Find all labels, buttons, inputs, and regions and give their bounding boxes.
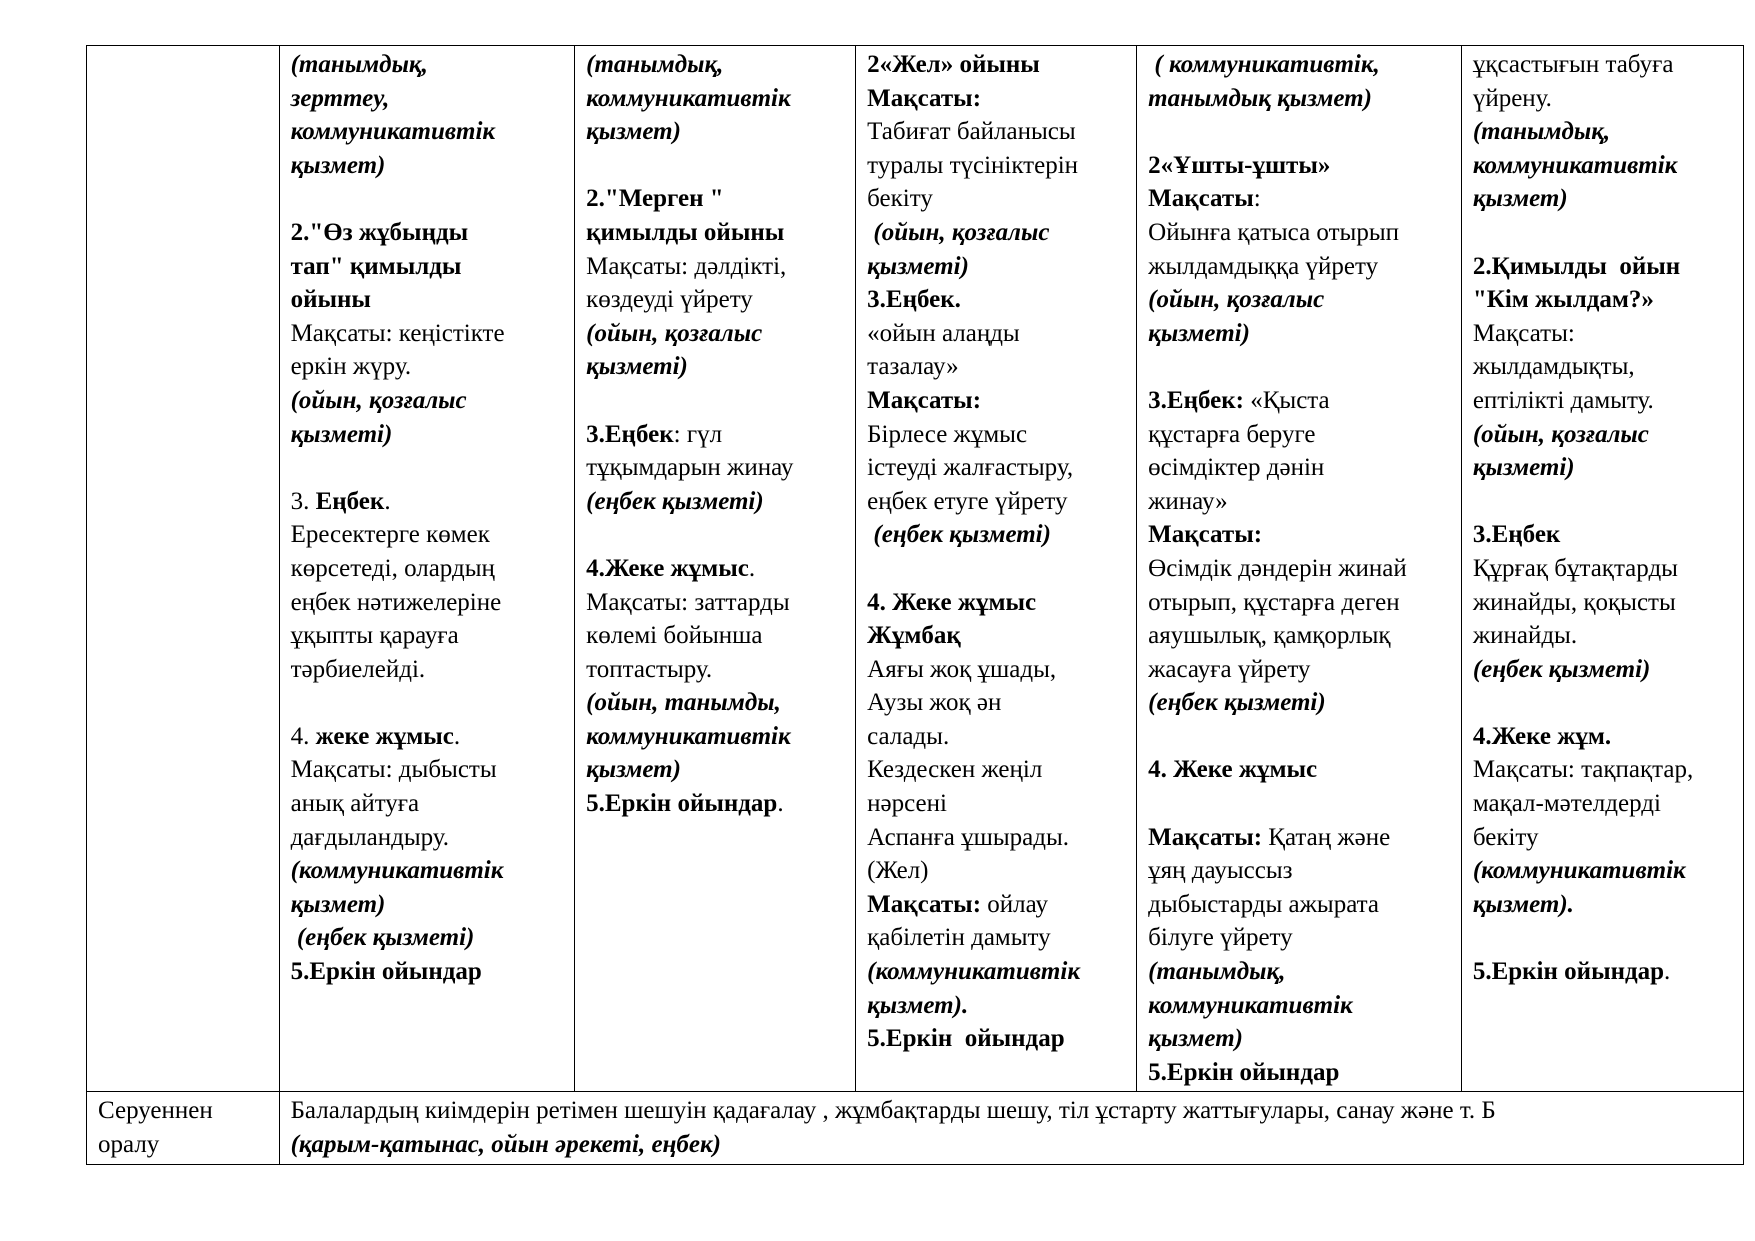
free-games-title: 5.Еркін ойындар <box>290 958 482 986</box>
labor-title: 3.Еңбек <box>586 420 674 448</box>
row-label-cell: Серуеннен оралу <box>87 1092 280 1164</box>
individual-work-title: 4. Жеке жұмыс <box>867 588 1037 616</box>
free-games-title: 5.Еркін ойындар <box>1472 958 1665 986</box>
labor-title: 3.Еңбек: <box>1148 386 1244 414</box>
day-cell-5: ұқсастығын табуға үйрену. (танымдық, коммуникативтік қызмет) 2.Қимылды ойын "Кім жылдам?» Мақсаты: жылдамдықты, ептілікті дамыту. (ойын, қозғалыс қызметі) 3.Еңбек Құрғақ бұтақтарды жинайды, қоқысты жинайды. (еңбек қызметі) 4.Жеке жұм. Мақсаты: тақпақтар, мақал-мәтелдерді бекіту (коммуникативтік қызмет). 5.Еркін ойындар. <box>1461 46 1743 1092</box>
labor-title: 3.Еңбек. <box>867 286 961 314</box>
game-title: 2«Ұшты-ұшты» <box>1148 151 1331 179</box>
plan-table <box>86 45 1744 1165</box>
game-title: 2."Өз жұбыңды <box>290 218 469 246</box>
game-title: 2«Жел» ойыны <box>867 51 1040 78</box>
individual-work-title: жеке жұмыс <box>315 722 454 750</box>
return-from-walk-row <box>87 1092 1744 1164</box>
day-cell-2: (танымдық, коммуникативтік қызмет) 2."Мерген " қимылды ойыны Мақсаты: дәлдікті, көздеуді үйрету (ойын, қозғалыс қызметі) 3.Еңбек: гүл тұқымдарын жинау (еңбек қызметі) 4.Жеке жұмыс. Мақсаты: заттарды көлемі бойынша топтастыру. (ойын, танымды, коммуникативтік қызмет) 5.Еркін ойындар. <box>575 46 856 1092</box>
walk-activities-row <box>87 46 1744 1092</box>
day-cell-4: ( коммуникативтік, танымдық қызмет) 2«Ұшты-ұшты» Мақсаты: Ойынға қатыса отырып жылдамдыққа үйрету (ойын, қозғалыс қызметі) 3.Еңбек: «Қыста құстарға беруге өсімдіктер дәнін жинау» Мақсаты: Өсімдік дәндерін жинай отырып, құстарға деген аяушылық, қамқорлық жасауға үйрету (еңбек қызметі) 4. Жеке жұмыс Мақсаты: Қатаң және ұяң дауыссыз дыбыстарды ажырата білуге үйрету (танымдық, коммуникативтік қызмет) 5.Еркін ойындар <box>1137 46 1462 1092</box>
labor-title: Еңбек <box>315 487 385 515</box>
individual-work-title: 4.Жеке жұм. <box>1472 722 1612 750</box>
return-description-cell: Балалардың киімдерін ретімен шешуін қадағалау , жұмбақтарды шешу, тіл ұстарту жаттығулары, санау және т. Б (қарым-қатынас, ойын әрекеті, еңбек) <box>279 1092 1743 1164</box>
labor-title: 3.Еңбек <box>1472 521 1561 549</box>
day-cell-3: 2«Жел» ойыны Мақсаты: Табиғат байланысы туралы түсініктерін бекіту (ойын, қозғалыс қызметі) 3.Еңбек. «ойын алаңды тазалау» Мақсаты: Бірлесе жұмыс істеуді жалғастыру, еңбек етуге үйрету (еңбек қызметі) 4. Жеке жұмыс Жұмбақ Аяғы жоқ ұшады, Аузы жоқ ән салады. Кездескен жеңіл нәрсені Аспанға ұшырады. (Жел) Мақсаты: ойлау қабілетін дамыту (коммуникативтік қызмет). 5.Еркін ойындар <box>856 46 1137 1092</box>
day-cell-1: (танымдық, зерттеу, коммуникативтік қызмет) 2."Өз жұбыңды тап" қимылды ойыны Мақсаты: кеңістікте еркін жүру. (ойын, қозғалыс қызметі) 3. Еңбек. Ересектерге көмек көрсетеді, олардың еңбек нәтижелеріне ұқыпты қарауға тәрбиелейді. 4. жеке жұмыс. Мақсаты: дыбысты анық айтуға дағдыландыру. (коммуникативтік қызмет) (еңбек қызметі) 5.Еркін ойындар <box>279 46 575 1092</box>
free-games-title: 5.Еркін ойындар <box>1148 1058 1340 1086</box>
game-title: 2."Мерген " <box>586 185 724 213</box>
game-title: 2.Қимылды ойын <box>1472 252 1681 280</box>
free-games-title: 5.Еркін ойындар <box>586 790 778 818</box>
free-games-title: 5.Еркін ойындар <box>867 1025 1065 1053</box>
individual-work-title: 4.Жеке жұмыс <box>586 554 749 582</box>
row-label-cell <box>87 46 280 1092</box>
individual-work-title: 4. Жеке жұмыс <box>1148 756 1318 784</box>
